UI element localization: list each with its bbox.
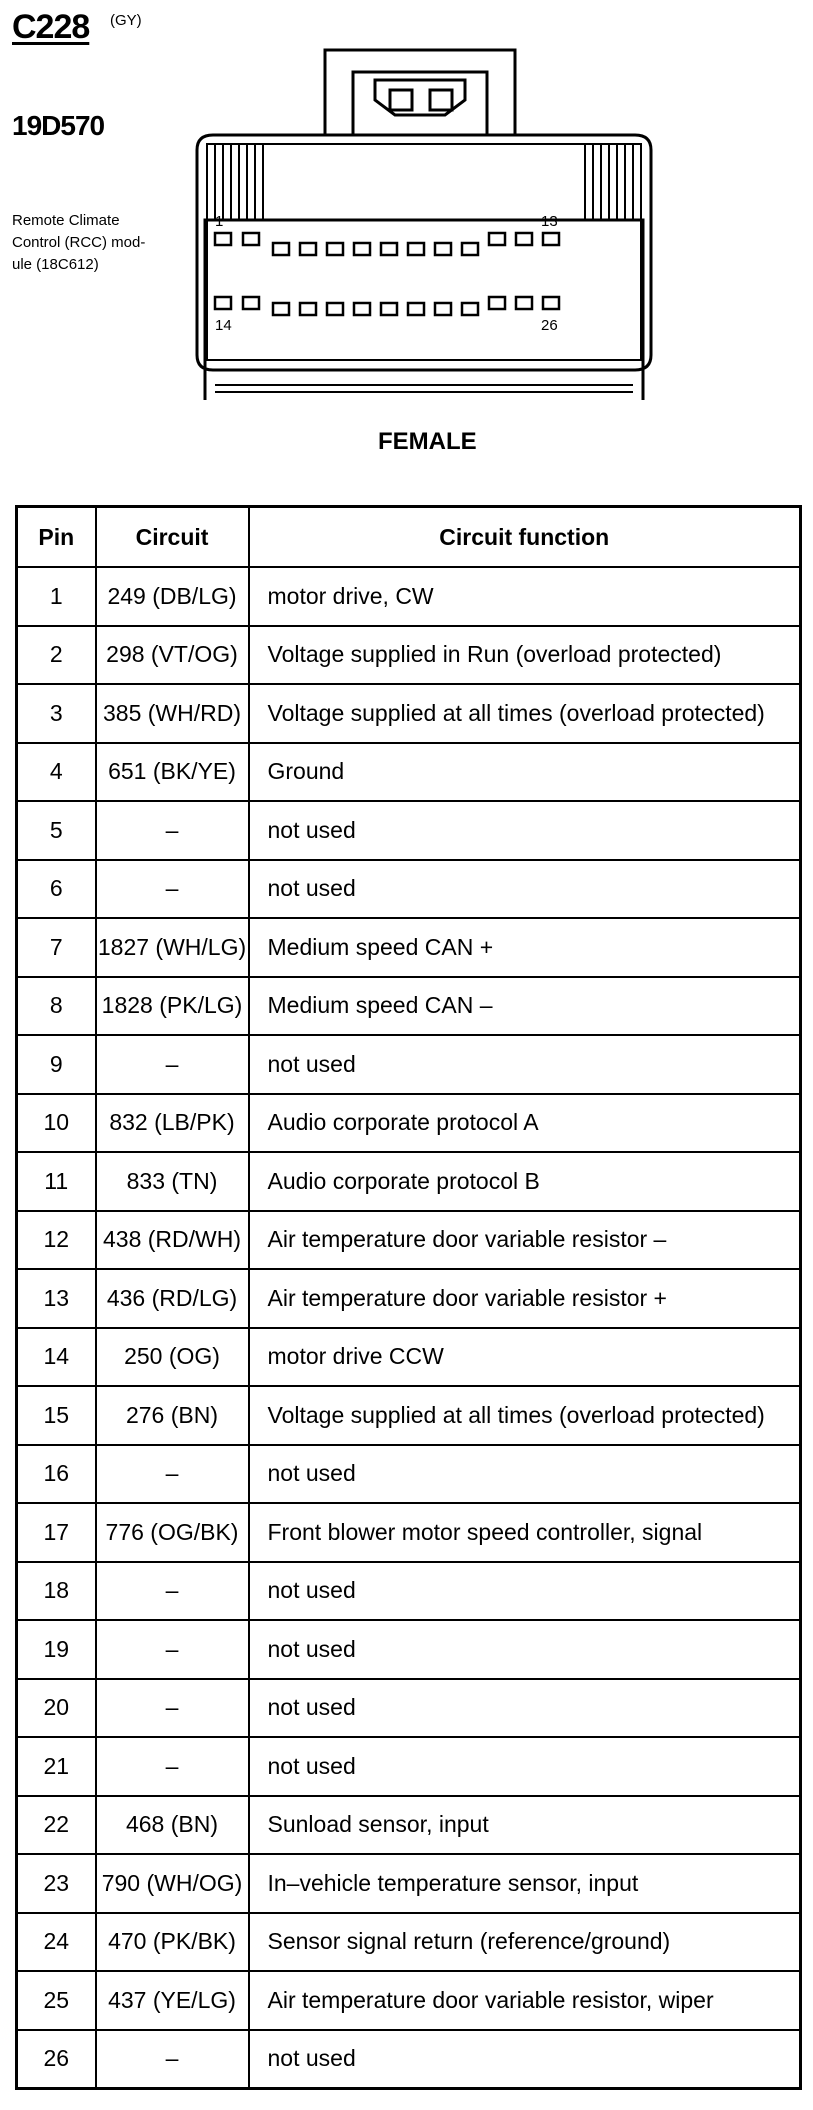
pin-cell: 16 bbox=[17, 1445, 96, 1504]
pin-cavities bbox=[215, 233, 559, 315]
pin-cell: 5 bbox=[17, 801, 96, 860]
table-row bbox=[17, 1211, 801, 1270]
table-row bbox=[17, 1854, 801, 1913]
table-row bbox=[17, 860, 801, 919]
pin-cell: 3 bbox=[17, 684, 96, 743]
circuit-cell: – bbox=[96, 1737, 249, 1796]
circuit-cell: – bbox=[96, 2030, 249, 2089]
pin-cell: 23 bbox=[17, 1854, 96, 1913]
pin-cell: 26 bbox=[17, 2030, 96, 2089]
pin-label-13: 13 bbox=[541, 213, 558, 230]
circuit-cell: 1828 (PK/LG) bbox=[96, 977, 249, 1036]
table-row bbox=[17, 918, 801, 977]
pin-label-26: 26 bbox=[541, 317, 558, 334]
connector-face-diagram bbox=[185, 40, 665, 400]
module-description: Remote Climate Control (RCC) mod-ule (18C612) bbox=[12, 212, 146, 273]
function-cell: not used bbox=[249, 1035, 801, 1094]
header-pin: Pin bbox=[17, 507, 96, 568]
connector-id-text: C228 bbox=[12, 8, 90, 46]
function-cell: Sensor signal return (reference/ground) bbox=[249, 1913, 801, 1972]
function-cell: not used bbox=[249, 1679, 801, 1738]
table-row bbox=[17, 1737, 801, 1796]
function-cell: not used bbox=[249, 1737, 801, 1796]
circuit-cell: – bbox=[96, 1620, 249, 1679]
circuit-cell: 832 (LB/PK) bbox=[96, 1094, 249, 1153]
circuit-cell: – bbox=[96, 1562, 249, 1621]
function-cell: not used bbox=[249, 860, 801, 919]
table-row bbox=[17, 1152, 801, 1211]
pin-cell: 21 bbox=[17, 1737, 96, 1796]
pin-cell: 24 bbox=[17, 1913, 96, 1972]
pin-cell: 19 bbox=[17, 1620, 96, 1679]
function-cell: not used bbox=[249, 2030, 801, 2089]
function-cell: motor drive, CW bbox=[249, 567, 801, 626]
circuit-cell: 833 (TN) bbox=[96, 1152, 249, 1211]
table-row bbox=[17, 743, 801, 802]
pin-cell: 25 bbox=[17, 1971, 96, 2030]
circuit-cell: 249 (DB/LG) bbox=[96, 567, 249, 626]
function-cell: Air temperature door variable resistor + bbox=[249, 1269, 801, 1328]
function-cell: not used bbox=[249, 801, 801, 860]
pin-cell: 6 bbox=[17, 860, 96, 919]
pin-label-14: 14 bbox=[215, 317, 232, 334]
header-circuit: Circuit bbox=[96, 507, 249, 568]
function-cell: Medium speed CAN – bbox=[249, 977, 801, 1036]
header-circuit-function: Circuit function bbox=[249, 507, 801, 568]
pin-cell: 14 bbox=[17, 1328, 96, 1387]
function-cell: not used bbox=[249, 1445, 801, 1504]
table-row bbox=[17, 1445, 801, 1504]
function-cell: Air temperature door variable resistor – bbox=[249, 1211, 801, 1270]
function-cell: Audio corporate protocol B bbox=[249, 1152, 801, 1211]
pin-cell: 17 bbox=[17, 1503, 96, 1562]
table-row bbox=[17, 1913, 801, 1972]
circuit-cell: 790 (WH/OG) bbox=[96, 1854, 249, 1913]
table-row bbox=[17, 1269, 801, 1328]
pin-cell: 20 bbox=[17, 1679, 96, 1738]
pin-cell: 9 bbox=[17, 1035, 96, 1094]
pin-cell: 18 bbox=[17, 1562, 96, 1621]
function-cell: not used bbox=[249, 1620, 801, 1679]
circuit-cell: 437 (YE/LG) bbox=[96, 1971, 249, 2030]
function-cell: Voltage supplied at all times (overload protected) bbox=[249, 1386, 801, 1445]
function-cell: not used bbox=[249, 1562, 801, 1621]
table-row bbox=[17, 1679, 801, 1738]
table-row bbox=[17, 684, 801, 743]
pin-cell: 13 bbox=[17, 1269, 96, 1328]
function-cell: Air temperature door variable resistor, wiper bbox=[249, 1971, 801, 2030]
connector-gender-label: FEMALE bbox=[378, 428, 477, 455]
pin-cell: 11 bbox=[17, 1152, 96, 1211]
table-row bbox=[17, 1386, 801, 1445]
pin-cell: 1 bbox=[17, 567, 96, 626]
table-row bbox=[17, 2030, 801, 2089]
connector-color: (GY) bbox=[110, 12, 142, 29]
function-cell: Audio corporate protocol A bbox=[249, 1094, 801, 1153]
pin-label-1: 1 bbox=[215, 213, 224, 230]
table-row bbox=[17, 1620, 801, 1679]
table-row bbox=[17, 977, 801, 1036]
pin-table bbox=[15, 505, 802, 2090]
function-cell: Voltage supplied at all times (overload protected) bbox=[249, 684, 801, 743]
circuit-cell: 651 (BK/YE) bbox=[96, 743, 249, 802]
function-cell: Front blower motor speed controller, signal bbox=[249, 1503, 801, 1562]
circuit-cell: 1827 (WH/LG) bbox=[96, 918, 249, 977]
table-row bbox=[17, 801, 801, 860]
circuit-cell: – bbox=[96, 1679, 249, 1738]
part-number: 19D570 bbox=[12, 110, 105, 141]
pin-cell: 10 bbox=[17, 1094, 96, 1153]
pin-cell: 4 bbox=[17, 743, 96, 802]
table-row bbox=[17, 1562, 801, 1621]
circuit-cell: 298 (VT/OG) bbox=[96, 626, 249, 685]
table-row bbox=[17, 1796, 801, 1855]
circuit-cell: – bbox=[96, 801, 249, 860]
circuit-cell: 436 (RD/LG) bbox=[96, 1269, 249, 1328]
pin-cell: 2 bbox=[17, 626, 96, 685]
circuit-cell: 385 (WH/RD) bbox=[96, 684, 249, 743]
function-cell: Ground bbox=[249, 743, 801, 802]
function-cell: motor drive CCW bbox=[249, 1328, 801, 1387]
pin-cell: 7 bbox=[17, 918, 96, 977]
table-row bbox=[17, 1971, 801, 2030]
table-row bbox=[17, 567, 801, 626]
pin-cell: 8 bbox=[17, 977, 96, 1036]
circuit-cell: 468 (BN) bbox=[96, 1796, 249, 1855]
circuit-cell: – bbox=[96, 1445, 249, 1504]
circuit-cell: 250 (OG) bbox=[96, 1328, 249, 1387]
circuit-cell: – bbox=[96, 1035, 249, 1094]
pin-cell: 15 bbox=[17, 1386, 96, 1445]
pin-cell: 22 bbox=[17, 1796, 96, 1855]
circuit-cell: 276 (BN) bbox=[96, 1386, 249, 1445]
circuit-cell: 776 (OG/BK) bbox=[96, 1503, 249, 1562]
circuit-cell: 470 (PK/BK) bbox=[96, 1913, 249, 1972]
table-row bbox=[17, 1328, 801, 1387]
table-row bbox=[17, 626, 801, 685]
circuit-cell: 438 (RD/WH) bbox=[96, 1211, 249, 1270]
table-row bbox=[17, 1094, 801, 1153]
function-cell: Medium speed CAN + bbox=[249, 918, 801, 977]
pin-cell: 12 bbox=[17, 1211, 96, 1270]
table-header-row bbox=[17, 507, 801, 568]
function-cell: Sunload sensor, input bbox=[249, 1796, 801, 1855]
function-cell: Voltage supplied in Run (overload protected) bbox=[249, 626, 801, 685]
table-row bbox=[17, 1035, 801, 1094]
circuit-cell: – bbox=[96, 860, 249, 919]
function-cell: In–vehicle temperature sensor, input bbox=[249, 1854, 801, 1913]
connector-id bbox=[12, 8, 89, 47]
table-row bbox=[17, 1503, 801, 1562]
